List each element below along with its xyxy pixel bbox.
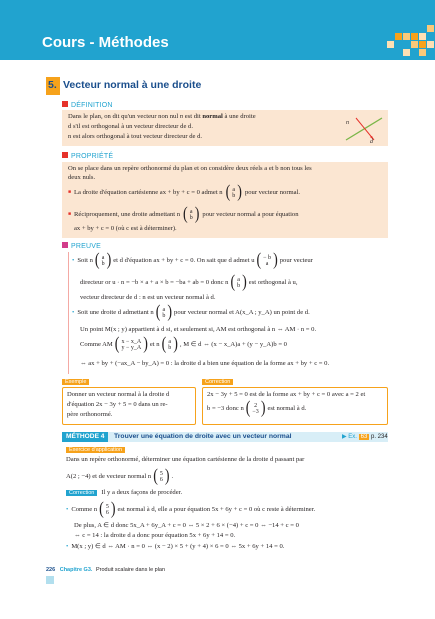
section-number: 5. [48,79,57,91]
red-square-icon [62,101,68,107]
correction1-box: 2x − 3y + 5 = 0 est de la forme ax + by + c = 0 avec a = 2 et b = −3 donc n ( 2 −3 ) est normal à d. [202,387,388,425]
methode-label: MÉTHODE 4 [62,432,108,442]
methode-ref[interactable]: ▶ Ex. 63 p. 234 [342,434,388,440]
normal-vector-figure [342,112,386,144]
exemple-box: Donner un vecteur normal à la droite d d'équation 2x − 3y + 5 = 0 dans un re- père orthonormé. [62,387,196,425]
definition-line3: n est alors orthogonal à tout vecteur directeur de d. [68,133,203,140]
application-tag: Exercice d'application [66,446,125,455]
definition-line2: d s'il est orthogonal à un vecteur directeur de d. [68,123,193,130]
exemple-tag: Exemple [62,378,89,387]
propriete-tag: PROPRIÉTÉ [62,152,113,161]
footer-square [46,576,54,584]
section-title: Vecteur normal à une droite [63,79,202,91]
methode-title: Trouver une équation de droite avec un vecteur normal [114,433,292,440]
page-title: Cours - Méthodes [42,34,169,51]
correction2-tag: Correction Il y a deux façons de procéder. [66,489,182,498]
svg-text:n: n [346,120,349,126]
preuve-tag: PREUVE [62,242,101,251]
definition-panel: Dans le plan, on dit qu'un vecteur non nul n est dit normal à une droite d s'il est orthogonal à un vecteur directeur de d. n est alors orthogonal à tout vecteur directeur de d. n d [62,110,388,146]
correction1-tag: Correction [202,378,233,387]
svg-text:d: d [370,139,373,144]
footer: 226 Chapitre G3. Produit scalaire dans le plan [46,567,166,573]
preuve-rule [68,252,69,374]
definition-tag: DÉFINITION [62,101,113,110]
propriete-panel: On se place dans un repère orthonormé du plan et on considère deux réels a et b non tous les deux nuls. ■ La droite d'équation cartésienne ax + by + c = 0 admet n ( a b ) pour vecteur normal. ■ Réciproquement, une droite admettant n ( a b ) pour vecteur normal a pour équation ax + by + c = 0 (où c est à déterminer). [62,162,388,238]
